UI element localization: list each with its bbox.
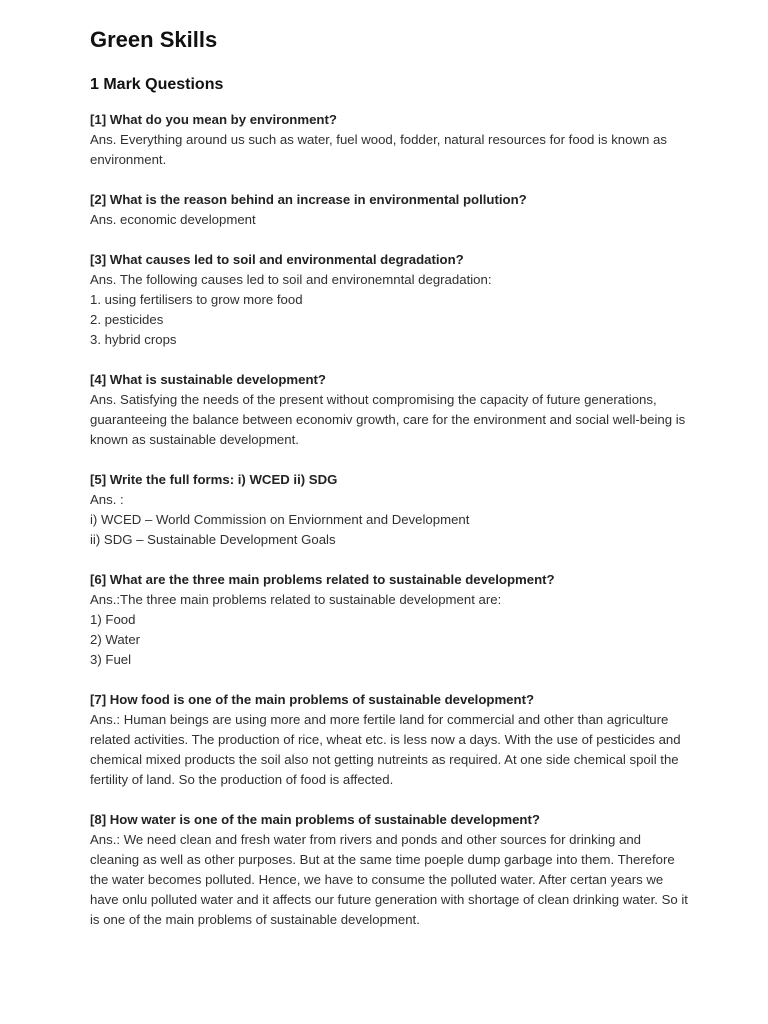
question-1: [1] What do you mean by environment? xyxy=(90,112,337,127)
answer-8: Ans.: We need clean and fresh water from rivers and ponds and other sources for drinking and cleaning as well as other purposes. But at the same time poeple dump garbage into them. Therefore the water becomes polluted. Hence, we have to consume the polluted water. After certan years we have onlu polluted water and it affects our future generation with shortage of clean drinking water. So it is one of the main problems of sustainable development. xyxy=(90,832,688,927)
answer-3-line-1: Ans. The following causes led to soil and environemntal degradation: xyxy=(90,272,492,287)
qa-item-2 xyxy=(90,190,690,230)
document-page xyxy=(90,26,690,950)
answer-5-line-1: Ans. : xyxy=(90,492,124,507)
answer-1: Ans. Everything around us such as water, fuel wood, fodder, natural resources for food is known as environment. xyxy=(90,132,667,167)
qa-item-3 xyxy=(90,250,690,350)
answer-3-line-2: 1. using fertilisers to grow more food xyxy=(90,292,303,307)
answer-2: Ans. economic development xyxy=(90,212,256,227)
answer-3-line-4: 3. hybrid crops xyxy=(90,332,177,347)
answer-3-line-3: 2. pesticides xyxy=(90,312,164,327)
question-7: [7] How food is one of the main problems of sustainable development? xyxy=(90,692,535,707)
answer-7: Ans.: Human beings are using more and more fertile land for commercial and other than agriculture related activities. The production of rice, wheat etc. is less now a days. With the use of pesticides and chemical mixed products the soil also not getting nutreints as required. At one side chemical spoil the fertility of land. So the production of food is affected. xyxy=(90,712,681,787)
answer-6-line-1: Ans.:The three main problems related to sustainable development are: xyxy=(90,592,502,607)
question-3: [3] What causes led to soil and environmental degradation? xyxy=(90,252,464,267)
answer-5-line-2: i) WCED – World Commission on Enviornment and Development xyxy=(90,512,470,527)
question-4: [4] What is sustainable development? xyxy=(90,372,326,387)
answer-6-line-4: 3) Fuel xyxy=(90,652,132,667)
qa-item-4 xyxy=(90,370,690,450)
qa-item-5 xyxy=(90,470,690,550)
answer-6-line-2: 1) Food xyxy=(90,612,136,627)
document-title: Green Skills xyxy=(90,27,218,52)
qa-item-6 xyxy=(90,570,690,670)
qa-item-1 xyxy=(90,110,690,170)
question-2: [2] What is the reason behind an increase in environmental pollution? xyxy=(90,192,527,207)
question-8: [8] How water is one of the main problems of sustainable development? xyxy=(90,812,540,827)
qa-item-8 xyxy=(90,810,690,930)
answer-5-line-3: ii) SDG – Sustainable Development Goals xyxy=(90,532,336,547)
question-6: [6] What are the three main problems related to sustainable development? xyxy=(90,572,555,587)
qa-item-7 xyxy=(90,690,690,790)
answer-6-line-3: 2) Water xyxy=(90,632,141,647)
answer-4: Ans. Satisfying the needs of the present without compromising the capacity of future generations, guaranteeing the balance between economiv growth, care for the environment and social well-being is known as sustainable development. xyxy=(90,392,686,447)
section-title: 1 Mark Questions xyxy=(90,76,224,93)
question-5: [5] Write the full forms: i) WCED ii) SDG xyxy=(90,472,338,487)
